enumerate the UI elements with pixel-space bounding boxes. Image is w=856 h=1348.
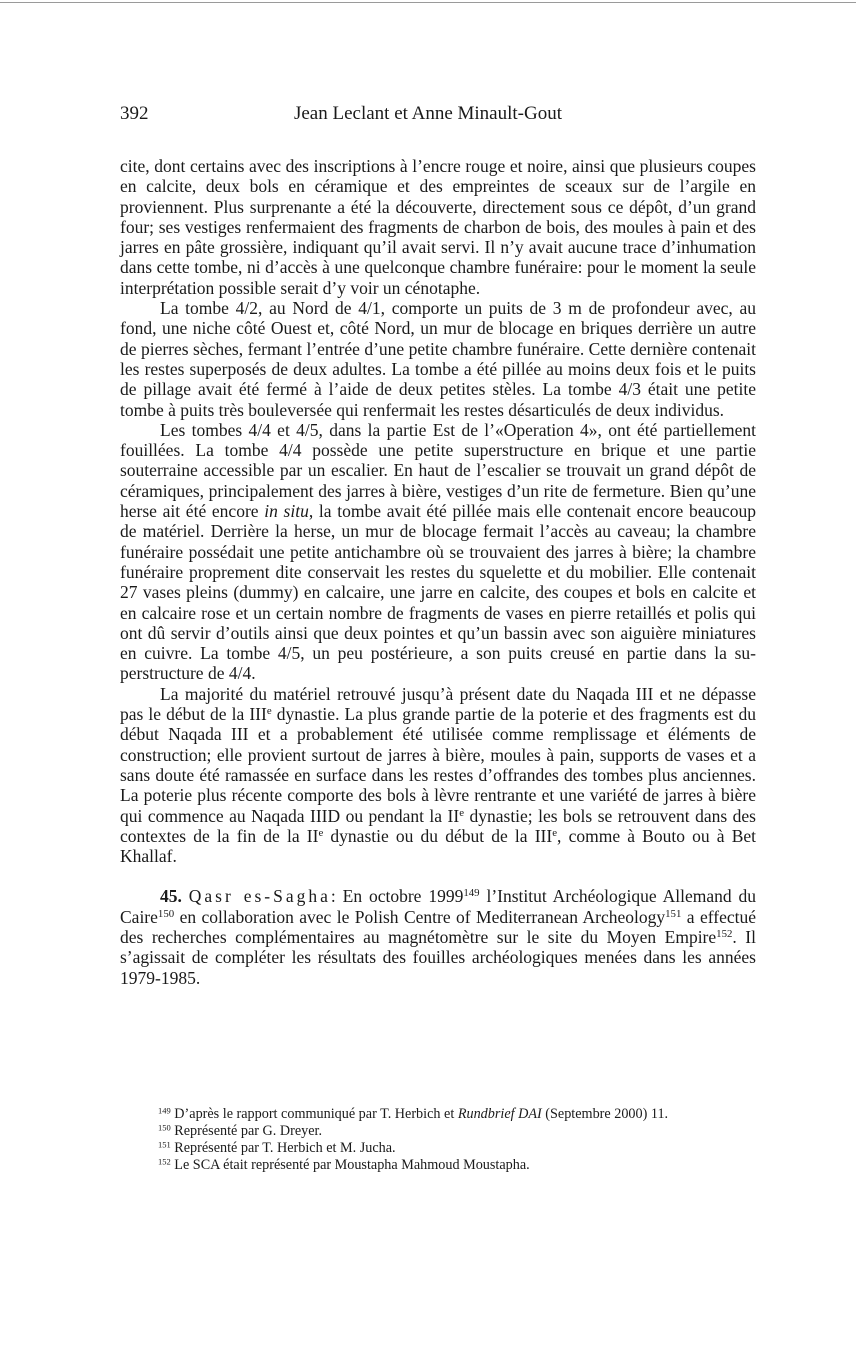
superscript: e (318, 826, 324, 839)
footnote-number: 151 (158, 1139, 171, 1150)
text-run: , la tombe avait été pillée mais elle contenait encore beaucoup de matériel. Derrière la herse, un mur de blocage fermait l’accès au caveau; la chambre funéraire possédait une petite antichambre où se trouvaient des jarres à bière; la chambre funéraire proprement dite conservait les restes du squelette et du mobilier. Elle contenait 27 vases pleins (dummy) en calcaire, une jarre en calcite, des coupes et bols en calcite et en calcaire rose et un certain nombre de fragments de vases en pierre retaillés et polis qui ont dû servir d’outils ainsi que deux pointes et qu’un bassin avec son aiguière miniatures en cuivre. La tombe 4/5, un peu postérieure, a son puits creusé en partie dans la superstructure de 4/4. (120, 501, 757, 684)
text-run: dynastie. La plus grande partie de la poterie et des fragments est du début Naqada III et a probablement été utilisée comme remplissage et éléments de construction; elle provient surtout de jarres à bière, moules à pain, supports de vases et a sans doute été ramassée en surface dans les restes d’offrandes des tombes plus anciennes. La poterie plus récente comporte des bols à lèvre rentrante et une variété de jarres à bière qui commence au Naqada IIID ou pendant la II (120, 704, 756, 826)
footnote-text: D’après le rapport communiqué par T. Herbich et (170, 1106, 458, 1122)
section-number: 45. (160, 886, 182, 907)
text-run: Les tombes 4/4 et 4/5, dans la partie Est de l’«Operation 4», ont été partiellement fouillées. La tombe 4/4 possède une petite superstructure en brique et une partie souterraine accessible par un escalier. En haut de l’escalier se trouvait un grand dépôt de céramiques, principalement des jarres à bière, vestiges d’un rite de fermeture. Bien qu’une herse ait été encore (120, 419, 756, 522)
footnote-text: Le SCA était représenté par Moustapha Mahmoud Moustapha. (170, 1157, 530, 1173)
text-run: l’Institut Archéologique Allemand du Caire (120, 886, 756, 927)
footnote-ref-149[interactable]: 149 (463, 887, 480, 900)
italic-term: in situ (264, 501, 309, 522)
footnote-text: Représenté par T. Herbich et M. Jucha. (170, 1140, 396, 1156)
main-text (120, 156, 756, 988)
top-rule (0, 2, 856, 3)
footnote-149 (158, 1106, 768, 1123)
footnote-150 (158, 1123, 768, 1140)
footnote-text: (Septembre 2000) 11. (541, 1106, 669, 1122)
text-run: dynastie; les bols se retrouvent dans des contextes de la fin de la II (120, 805, 756, 846)
superscript: e (459, 806, 465, 819)
text-run: . Il s’agissait de compléter les résultats des fouilles archéologiques menées dans les années 1979-1985. (120, 926, 756, 988)
superscript: e (266, 705, 272, 718)
footnote-number: 152 (158, 1156, 171, 1167)
running-head: Jean Leclant et Anne Minault-Gout (293, 103, 563, 124)
paragraph-1: cite, dont certains avec des inscriptions à l’encre rouge et noire, ainsi que plusieurs coupes en calcite, deux bols en céramique et des empreintes de sceaux sur de l’argile en proviennent. Plus surprenante a été la découverte, directement sous ce dépôt, d’un grand four; ses vestiges renfermaient des fragments de charbon de bois, des moules à pain et des jarres en pâte grossière, indiquant qu’il avait servi. Il n’y avait aucune trace d’inhumation dans cette tombe, ni d’accès à une quelconque chambre funéraire: pour le moment la seule interprétation possible serait d’y voir un cénotaphe. (120, 156, 756, 298)
page-number: 392 (120, 103, 149, 124)
footnote-number: 150 (158, 1122, 171, 1133)
paragraph-tomb-4-2: La tombe 4/2, au Nord de 4/1, comporte un puits de 3 m de profondeur avec, au fond, une niche côté Ouest et, côté Nord, un mur de blocage en briques derrière un autre de pierres sèches, fermant l’entrée d’une petite chambre funéraire. Cette dernière contenait les restes superposés de deux adultes. La tombe a été pillée au moins deux fois et le puits de pillage avait été fermé à l’aide de deux petites stèles. La tombe 4/3 était une petite tombe à puits très bouleversée qui renfermait les restes désarticulés de deux individus. (120, 298, 756, 420)
footnote-152 (158, 1157, 768, 1174)
paragraph-material (120, 684, 756, 867)
footnote-ref-151[interactable]: 151 (665, 907, 682, 920)
text-run: : En octobre 1999 (330, 886, 464, 907)
footnotes (158, 1106, 768, 1174)
section-45 (120, 886, 756, 987)
footnote-number: 149 (158, 1105, 171, 1116)
footnote-text: Représenté par G. Dreyer. (170, 1123, 323, 1139)
text-run: dynastie ou du début de la III (323, 825, 553, 846)
superscript: e (552, 826, 558, 839)
section-title: Qasr es-Sagha (188, 886, 331, 907)
text-run: a effectué des recherches complémentaires au magnétomètre sur le site du Moyen Empire (120, 906, 756, 947)
footnote-ref-150[interactable]: 150 (157, 907, 175, 920)
text-run: en collaboration avec le Polish Centre of Mediterranean Archeology (174, 906, 666, 927)
text-run: , comme à Bouto ou à Bet Khallaf. (120, 825, 757, 867)
text-run: La majorité du matériel retrouvé jusqu’à présent date du Naqada III et ne dépasse pas le début de la III (120, 683, 756, 725)
footnote-italic: Rundbrief DAI (457, 1106, 542, 1122)
footnote-151 (158, 1140, 768, 1157)
footnote-ref-152[interactable]: 152 (716, 928, 733, 941)
paragraph-tombs-4-4-4-5 (120, 420, 756, 684)
